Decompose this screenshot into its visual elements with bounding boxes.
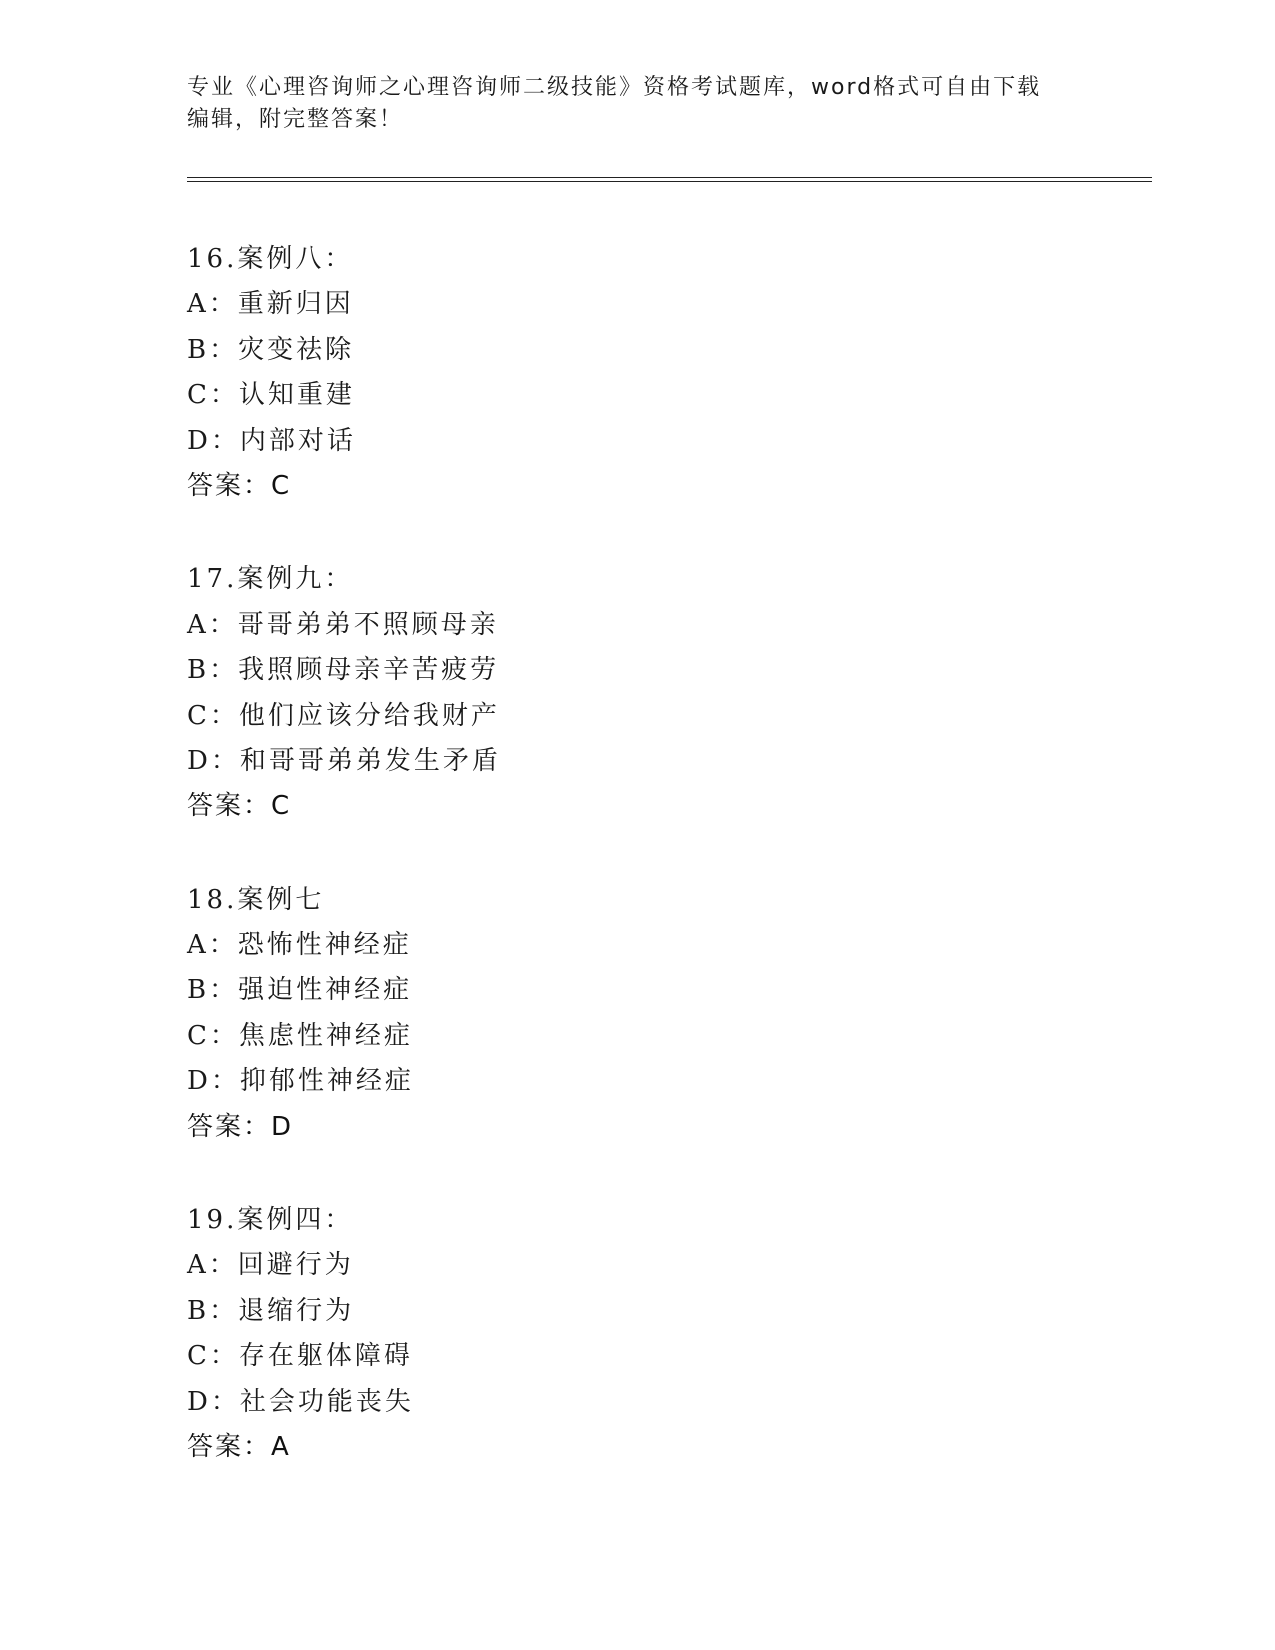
option-a: A：恐怖性神经症 [187, 930, 412, 961]
option-a: A：重新归因 [187, 289, 354, 320]
option-c: C：他们应该分给我财产 [187, 700, 500, 731]
option-c: C：焦虑性神经症 [187, 1020, 413, 1051]
question-list [187, 237, 1087, 1518]
option-d: D：抑郁性神经症 [187, 1066, 414, 1097]
question-title: 17.案例九： [187, 564, 354, 595]
answer-text: 答案：C [187, 791, 292, 822]
question-title: 19.案例四： [187, 1205, 354, 1236]
option-a: A：哥哥弟弟不照顾母亲 [187, 609, 499, 640]
header-text-line-1: 专业《心理咨询师之心理咨询师二级技能》资格考试题库，word格式可自由下载 [187, 75, 1042, 100]
question-19 [187, 1198, 1087, 1470]
option-b: B：强迫性神经症 [187, 975, 413, 1006]
option-b: B：我照顾母亲辛苦疲劳 [187, 655, 500, 686]
question-title: 16.案例八： [187, 244, 354, 274]
option-d: D：和哥哥弟弟发生矛盾 [187, 745, 501, 776]
question-16 [187, 237, 1087, 509]
header-divider-bottom [187, 181, 1152, 182]
document-header [187, 72, 1087, 136]
answer-text: 答案：A [187, 1431, 291, 1462]
header-text-line-2: 编辑，附完整答案！ [187, 107, 404, 132]
question-18 [187, 878, 1087, 1150]
option-b: B：灾变祛除 [187, 334, 355, 365]
header-divider-top [187, 177, 1152, 178]
option-b: B：退缩行为 [187, 1295, 355, 1326]
option-d: D：内部对话 [187, 425, 356, 456]
answer-text: 答案：C [187, 470, 292, 501]
answer-text: 答案：D [187, 1111, 294, 1142]
option-d: D：社会功能丧失 [187, 1386, 414, 1417]
option-c: C：存在躯体障碍 [187, 1341, 413, 1372]
option-c: C：认知重建 [187, 380, 355, 411]
question-17 [187, 557, 1087, 829]
question-title: 18.案例七 [187, 884, 325, 915]
option-a: A：回避行为 [187, 1250, 354, 1281]
